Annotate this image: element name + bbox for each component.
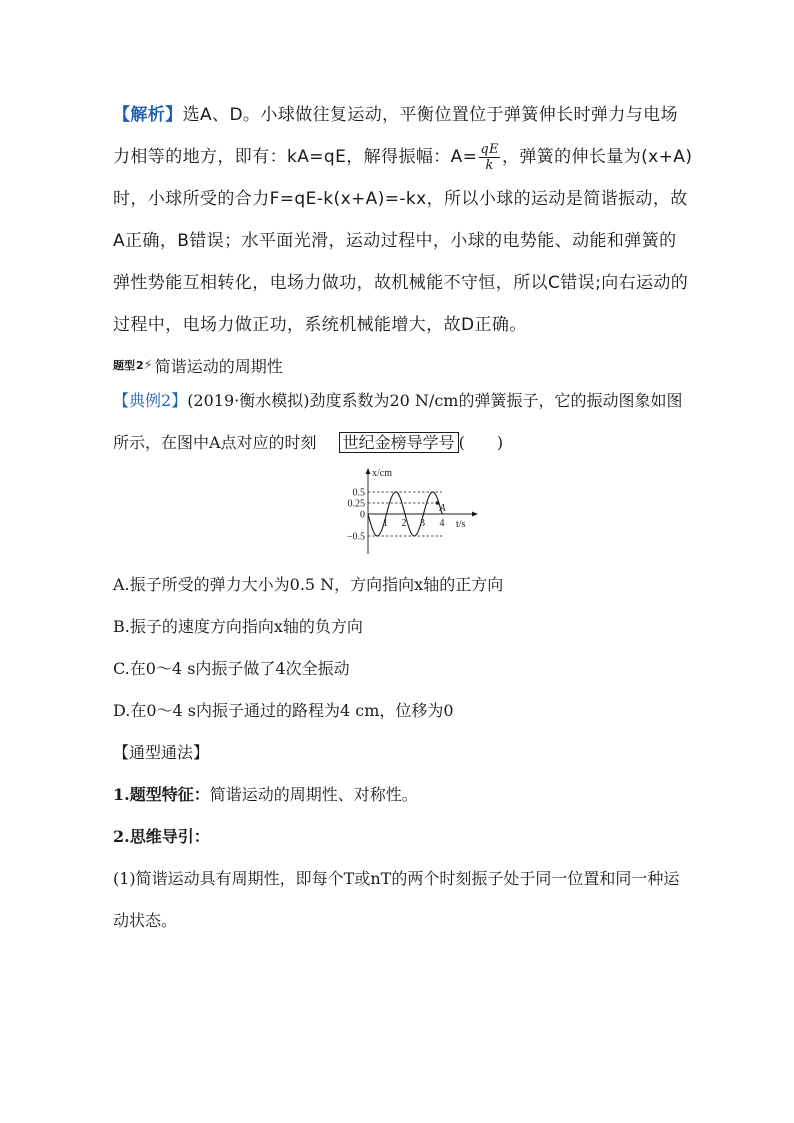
y-tick-label: −0.5 (346, 531, 365, 543)
method-item-1 (113, 774, 693, 816)
fraction-numerator: qE (480, 141, 499, 157)
amplitude-fraction (479, 142, 500, 173)
analysis-tag: 【解析】 (113, 105, 183, 125)
fraction-denominator: k (485, 157, 494, 173)
page-content (113, 94, 693, 942)
example-text: (2019·衡水模拟)劲度系数为20 N/cm的弹簧振子，它的振动图象如图所示，在图中A点对应的时刻 (113, 391, 683, 452)
example-label: 【典例2】 (113, 391, 188, 410)
option-d[interactable]: D.在0～4 s内振子通过的路程为4 cm，位移为0 (113, 701, 454, 720)
x-tick-label: 4 (439, 518, 445, 529)
method-item-2-label: 2.思维导引： (113, 827, 210, 846)
x-axis-arrow-icon (472, 512, 478, 517)
method-item-1-text: 简谐运动的周期性、对称性。 (209, 785, 418, 804)
answer-bracket: ( ) (458, 433, 504, 452)
option-a[interactable]: A.振子所受的弹力大小为0.5 N，方向指向x轴的正方向 (113, 575, 504, 594)
options-list (113, 564, 693, 732)
y-tick-label: 0.5 (352, 487, 365, 499)
analysis-text-1: 选A、D。小球做往复运动，平衡位置位于弹簧伸长时弹力与电场力相等的地方，即有：kA=qE，解得振幅：A= (113, 105, 678, 167)
analysis-paragraph (113, 94, 693, 346)
question-type-heading (113, 350, 693, 380)
y-axis-label: x/cm (372, 468, 392, 479)
y-axis-arrow-icon (366, 468, 371, 474)
vibration-graph-wrap (113, 466, 693, 558)
option-b[interactable]: B.振子的速度方向指向x轴的负方向 (113, 617, 363, 636)
y-tick-label: 0.25 (347, 498, 365, 510)
y-tick-label: 0 (360, 509, 365, 521)
analysis-text-2: ，弹簧的伸长量为(x+A)时，小球所受的合力F=qE-k(x+A)=-kx，所以小球的运动是简谐振动，故A正确，B错误；水平面光滑，运动过程中，小球的电势能、动能和弹簧的弹性势能互相转化，电场力做功，故机械能不守恒，所以C错误;向右运动的过程中，电场力做正功，系统机械能增大，故D正确。 (113, 147, 693, 335)
x-tick-label: 3 (420, 518, 425, 529)
option-c[interactable]: C.在0～4 s内振子做了4次全振动 (113, 659, 350, 678)
type-badge-label: 题型 (113, 359, 135, 372)
point-a-label: A (439, 503, 446, 514)
century-jinbang-box: 世纪金榜导学号 (339, 432, 459, 453)
x-tick-label: 1 (383, 518, 388, 529)
type-title: 简谐运动的周期性 (154, 356, 283, 376)
vibration-graph (323, 466, 483, 558)
example-paragraph (113, 380, 693, 464)
lightning-icon: ⚡ (143, 357, 153, 373)
method-heading: 【通型通法】 (113, 743, 210, 762)
method-item-2-sub: (1)简谐运动具有周期性，即每个T或nT的两个时刻振子处于同一位置和同一种运动状态。 (113, 869, 680, 930)
type-badge-number: 2 (136, 358, 144, 372)
type-badge (113, 357, 144, 373)
x-tick-label: 2 (401, 518, 407, 529)
x-axis-label: t/s (456, 519, 466, 530)
method-item-1-label: 1.题型特征： (113, 785, 210, 804)
